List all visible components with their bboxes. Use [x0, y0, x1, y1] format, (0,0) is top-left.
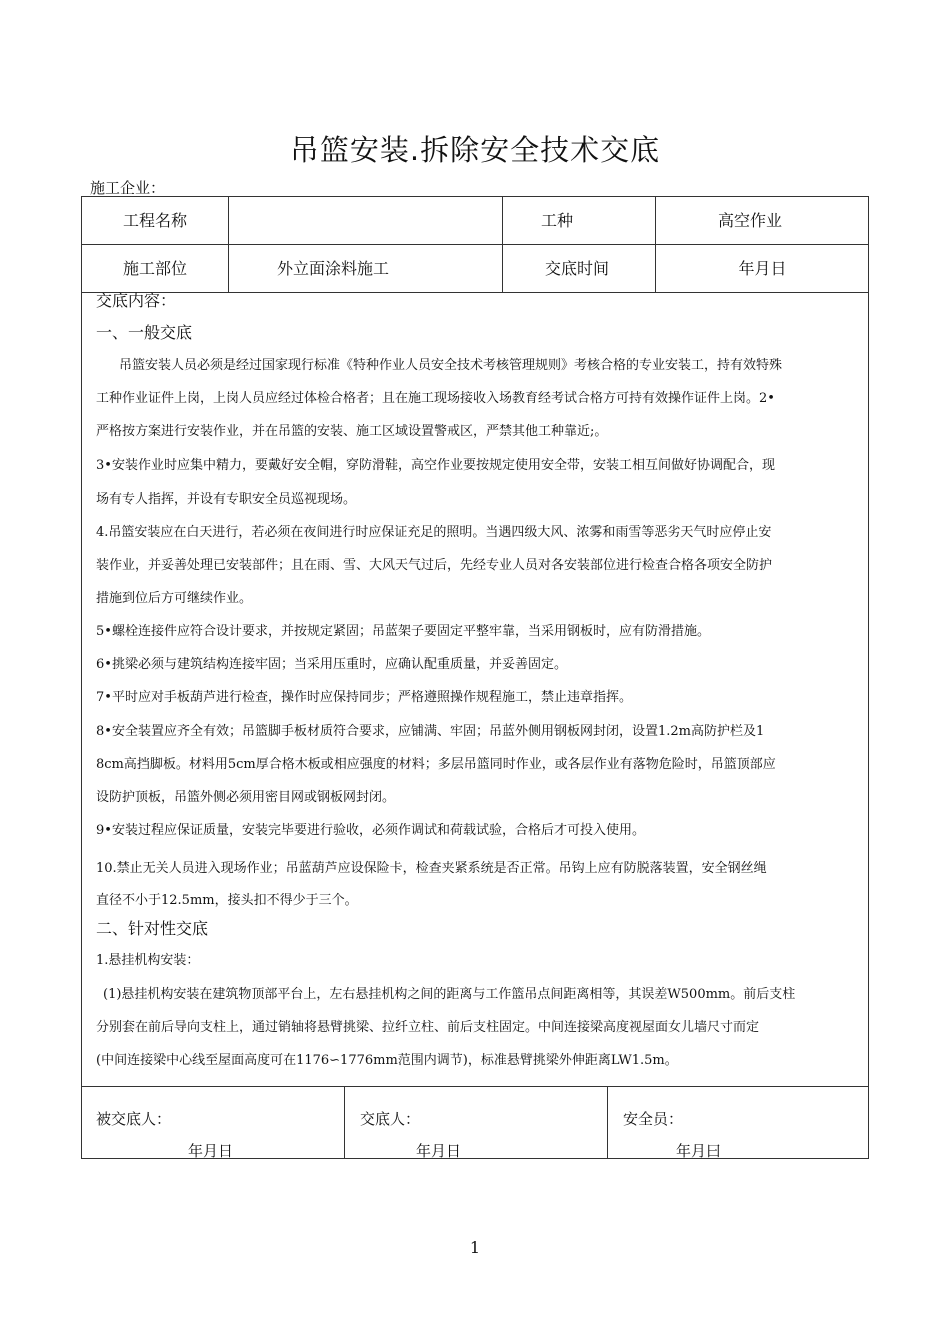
location-label: 施工部位: [122, 259, 187, 278]
company-label: 施工企业：: [90, 179, 166, 197]
disclosure-time-value: 年月日: [738, 259, 787, 278]
section-title: 二、针对性交底: [96, 919, 209, 938]
signature-divider: [82, 1086, 868, 1087]
content-line: 装作业，并妥善处理已安装部件；且在雨、雪、大风天气过后，先经专业人员对各安装部位进行检查合格各项安全防护: [96, 558, 773, 573]
safety-officer-label: 安全员：: [623, 1110, 684, 1128]
discloser-date: 年月日: [416, 1142, 462, 1160]
content-line: (中间连接梁中心线至屋面高度可在1176∽1776mm范围内调节)，标准悬臂挑梁外伸距离LW1.5m。: [96, 1053, 678, 1068]
content-line: 分别套在前后导向支柱上，通过销轴将悬臂挑梁、拉纤立柱、前后支柱固定。中间连接梁高度视屋面女儿墙尺寸而定: [96, 1020, 760, 1035]
content-line: 设防护顶板，吊篮外侧必须用密目网或钢板网封闭。: [96, 790, 396, 805]
page-title: 吊篮安装.拆除安全技术交底: [289, 133, 661, 167]
content-line: (1)悬挂机构安装在建筑物顶部平台上，左右悬挂机构之间的距离与工作篮吊点间距离相等，其误差W500mm。前后支柱: [103, 987, 796, 1002]
section-title: 一、一般交底: [96, 323, 193, 342]
trade-label: 工种: [540, 211, 573, 230]
discloser-label: 交底人：: [360, 1110, 421, 1128]
content-heading: 交底内容：: [96, 291, 177, 310]
content-line: 5•螺栓连接件应符合设计要求，并按规定紧固；吊蓝架子要固定平整牢靠，当采用钢板时，应有防滑措施。: [96, 624, 710, 639]
content-line: 措施到位后方可继续作业。: [96, 591, 253, 606]
project-name-label: 工程名称: [122, 211, 187, 230]
safety-officer-date: 年月曰: [676, 1142, 722, 1160]
column-divider: [607, 1086, 608, 1159]
content-line: 9•安装过程应保证质量，安装完毕要进行验收，必须作调试和荷载试验，合格后才可投入使用。: [96, 823, 645, 838]
disclosure-time-label: 交底时间: [544, 259, 609, 278]
content-line: 直径不小于12.5mm，接头扣不得少于三个。: [96, 893, 358, 908]
content-line: 10.禁止无关人员进入现场作业；吊蓝葫芦应设保险卡，检查夹紧系统是否正常。吊钩上应有防脱落装置，安全钢丝绳: [96, 861, 767, 876]
column-divider: [344, 1086, 345, 1159]
content-line: 8•安全装置应齐全有效；吊篮脚手板材质符合要求，应铺满、牢固；吊蓝外侧用钢板网封闭，设置1.2m高防护栏及1: [96, 724, 765, 739]
content-line: 6•挑梁必须与建筑结构连接牢固；当采用压重时，应确认配重质量，并妥善固定。: [96, 657, 567, 672]
page-number: 1: [469, 1238, 481, 1257]
content-line: 8cm高挡脚板。材料用5cm厚合格木板或相应强度的材料；多层吊篮同时作业，或各层作业有落物危险时，吊篮顶部应: [96, 757, 776, 772]
trade-value: 高空作业: [717, 211, 782, 230]
row-divider: [82, 244, 868, 245]
recipient-date: 年月日: [188, 1142, 234, 1160]
content-line: 4.吊篮安装应在白天进行，若必须在夜间进行时应保证充足的照明。当遇四级大风、浓雾和雨雪等恶劣天气时应停止安: [96, 525, 772, 540]
recipient-label: 被交底人：: [96, 1110, 172, 1128]
content-line: 吊篮安装人员必须是经过国家现行标准《特种作业人员安全技术考核管理规则》考核合格的专业安装工，持有效特殊: [119, 358, 783, 373]
content-line: 场有专人指挥，并设有专职安全员巡视现场。: [96, 492, 357, 507]
content-line: 工种作业证件上岗，上岗人员应经过体检合格者；且在施工现场接收入场教育经考试合格方可持有效操作证件上岗。2•: [96, 391, 775, 406]
location-value: 外立面涂料施工: [276, 259, 389, 278]
content-line: 3•安装作业时应集中精力，要戴好安全帽，穿防滑鞋，高空作业要按规定使用安全带，安装工相互间做好协调配合，现: [96, 458, 775, 473]
content-line: 1.悬挂机构安装：: [96, 953, 200, 968]
project-name-value: [228, 198, 502, 244]
content-line: 7•平时应对手板葫芦进行检查，操作时应保持同步；严格遵照操作规程施工，禁止违章指挥。: [96, 690, 632, 705]
content-line: 严格按方案进行安装作业，并在吊篮的安装、施工区域设置警戒区，严禁其他工种靠近;。: [96, 424, 608, 439]
